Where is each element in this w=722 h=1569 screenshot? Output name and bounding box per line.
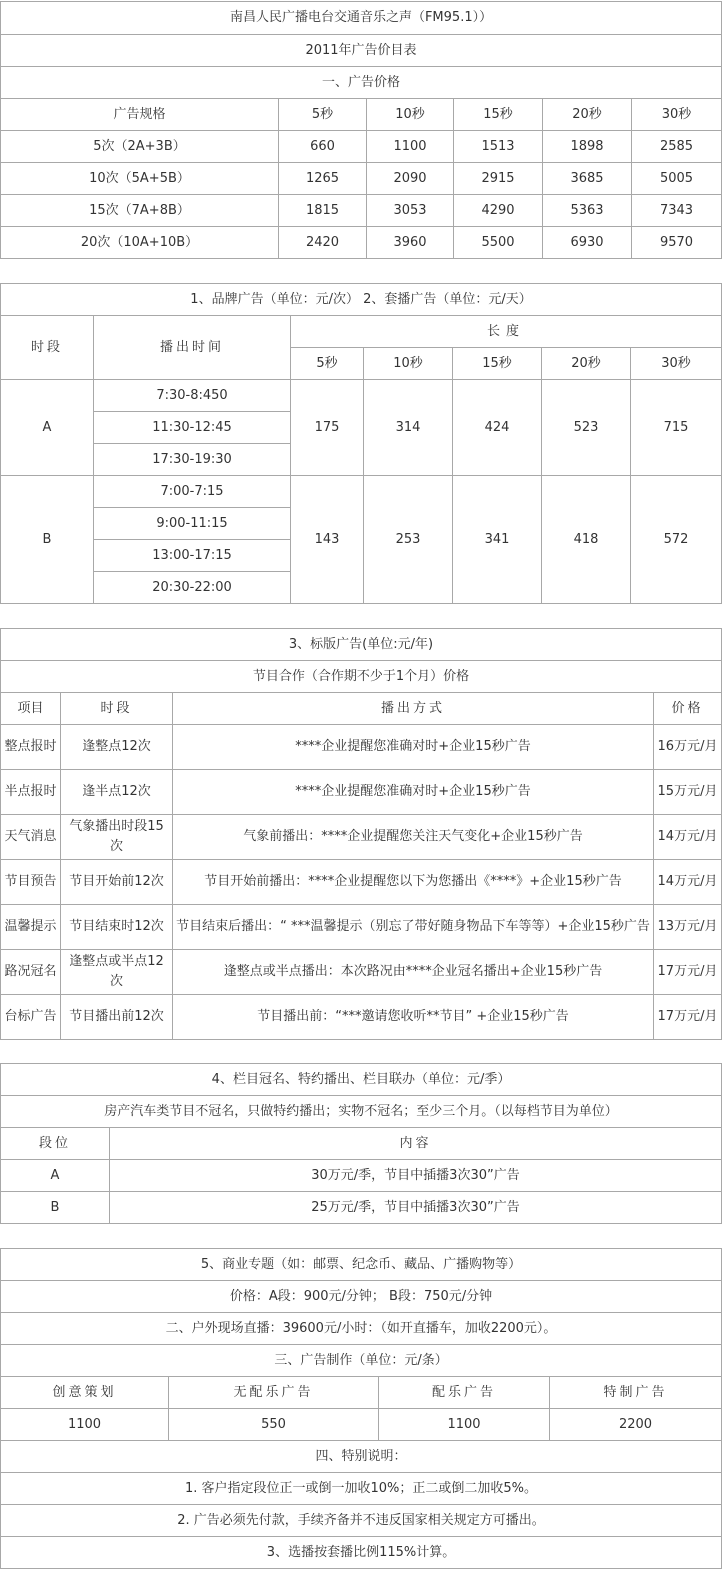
time-cell: 13:00-17:15 [94, 540, 291, 572]
price-table [0, 1, 722, 259]
table-cell: 2420 [279, 227, 367, 259]
header-cell: 20秒 [542, 348, 631, 380]
time-cell: 7:30-8:450 [94, 380, 291, 412]
section-title: 4、栏目冠名、特约播出、栏目联办（单位：元/季） [1, 1064, 722, 1096]
table-cell: 1513 [454, 131, 543, 163]
header-cell: 项目 [1, 693, 61, 725]
table-cell: 5500 [454, 227, 543, 259]
table-cell: 2915 [454, 163, 543, 195]
time-cell: 11:30-12:45 [94, 412, 291, 444]
header-cell: 15秒 [454, 99, 543, 131]
table-cell: 1265 [279, 163, 367, 195]
header-cell: 无配乐广告 [169, 1377, 379, 1409]
header-cell: 10秒 [364, 348, 453, 380]
program-coop-table [0, 628, 722, 1040]
table-cell: 1100 [1, 1409, 169, 1441]
table-row [1, 905, 722, 950]
table-row [1, 860, 722, 905]
table-cell: 3960 [367, 227, 454, 259]
table-row [1, 995, 722, 1040]
section-title: 5、商业专题（如：邮票、纪念币、藏品、广播购物等） [1, 1249, 722, 1281]
table-cell: 台标广告 [1, 995, 61, 1040]
table-cell: 17万元/月 [654, 995, 722, 1040]
table-cell: 2090 [367, 163, 454, 195]
page-title: 南昌人民广播电台交通音乐之声（FM95.1）） [1, 2, 722, 35]
time-cell: 17:30-19:30 [94, 444, 291, 476]
price-cell: 253 [364, 476, 453, 604]
table-row [1, 815, 722, 860]
header-cell: 时段 [61, 693, 173, 725]
header-cell: 30秒 [632, 99, 722, 131]
outdoor-live: 二、户外现场直播：39600元/小时：（如开直播车，加收2200元）。 [1, 1313, 722, 1345]
table-cell: 3053 [367, 195, 454, 227]
note-item: 2. 广告必须先付款，手续齐备并不违反国家相关规定方可播出。 [1, 1505, 722, 1537]
header-cell: 播出方式 [173, 693, 654, 725]
table-cell: 1100 [367, 131, 454, 163]
brand-ad-table [0, 283, 722, 604]
header-cell: 15秒 [453, 348, 542, 380]
price-cell: 572 [631, 476, 722, 604]
table-cell: 节目开始前12次 [61, 860, 173, 905]
table-cell: 逢整点或半点12次 [61, 950, 173, 995]
table-cell: 气象前播出：****企业提醒您关注天气变化+企业15秒广告 [173, 815, 654, 860]
table-cell: 5次（2A+3B） [1, 131, 279, 163]
table-cell: 节目结束时12次 [61, 905, 173, 950]
header-cell: 特制广告 [550, 1377, 722, 1409]
section-subtitle: 节目合作（合作期不少于1个月）价格 [1, 661, 722, 693]
table-cell: 温馨提示 [1, 905, 61, 950]
price-cell: 314 [364, 380, 453, 476]
header-cell: 长度 [291, 316, 722, 348]
special-price: 价格：A段：900元/分钟； B段：750元/分钟 [1, 1281, 722, 1313]
table-cell: 节目结束后播出：“ ***温馨提示（别忘了带好随身物品下车等等）+企业15秒广告 [173, 905, 654, 950]
header-cell: 段位 [1, 1128, 110, 1160]
time-cell: 9:00-11:15 [94, 508, 291, 540]
header-cell: 播出时间 [94, 316, 291, 380]
table-cell: 气象播出时段15次 [61, 815, 173, 860]
table-cell: A [1, 1160, 110, 1192]
header-cell: 配乐广告 [379, 1377, 550, 1409]
page-subtitle: 2011年广告价目表 [1, 35, 722, 67]
section-title: 三、广告制作（单位：元/条） [1, 1345, 722, 1377]
table-cell: 3685 [543, 163, 632, 195]
time-cell: 7:00-7:15 [94, 476, 291, 508]
table-cell: 节目预告 [1, 860, 61, 905]
header-cell: 5秒 [291, 348, 364, 380]
price-cell: 424 [453, 380, 542, 476]
table-row [1, 476, 722, 508]
table-cell: 9570 [632, 227, 722, 259]
price-cell: 418 [542, 476, 631, 604]
header-cell: 价格 [654, 693, 722, 725]
table-cell: 660 [279, 131, 367, 163]
header-cell: 30秒 [631, 348, 722, 380]
table-cell: ****企业提醒您准确对时+企业15秒广告 [173, 725, 654, 770]
table-cell: 14万元/月 [654, 815, 722, 860]
table-cell: 1100 [379, 1409, 550, 1441]
section-title: 1、品牌广告（单位：元/次） 2、套播广告（单位：元/天） [1, 284, 722, 316]
table-row [1, 380, 722, 412]
section-title: 一、广告价格 [1, 67, 722, 99]
table-cell: ****企业提醒您准确对时+企业15秒广告 [173, 770, 654, 815]
table-row [1, 1160, 722, 1192]
table-cell: 1815 [279, 195, 367, 227]
table-row [1, 227, 722, 259]
misc-table [0, 1248, 722, 1569]
time-cell: 20:30-22:00 [94, 572, 291, 604]
table-row [1, 1192, 722, 1224]
price-cell: 175 [291, 380, 364, 476]
table-row [1, 195, 722, 227]
table-cell: 天气消息 [1, 815, 61, 860]
table-row [1, 770, 722, 815]
table-cell: 25万元/季，节目中插播3次30”广告 [110, 1192, 722, 1224]
segment-cell: B [1, 476, 94, 604]
table-cell: 16万元/月 [654, 725, 722, 770]
table-cell: 节目播出前12次 [61, 995, 173, 1040]
table-cell: 20次（10A+10B） [1, 227, 279, 259]
header-cell: 10秒 [367, 99, 454, 131]
segment-cell: A [1, 380, 94, 476]
table-cell: 2200 [550, 1409, 722, 1441]
note-item: 3、选播按套播比例115%计算。 [1, 1537, 722, 1569]
header-cell: 5秒 [279, 99, 367, 131]
table-row [1, 725, 722, 770]
header-cell: 创意策划 [1, 1377, 169, 1409]
price-cell: 715 [631, 380, 722, 476]
table-row [1, 131, 722, 163]
column-sponsor-table [0, 1063, 722, 1224]
header-cell: 时段 [1, 316, 94, 380]
table-cell: 路况冠名 [1, 950, 61, 995]
section-note: 房产汽车类节目不冠名，只做特约播出；实物不冠名；至少三个月。（以每档节目为单位） [1, 1096, 722, 1128]
table-cell: 7343 [632, 195, 722, 227]
header-cell: 20秒 [543, 99, 632, 131]
price-cell: 341 [453, 476, 542, 604]
table-cell: 15万元/月 [654, 770, 722, 815]
table-row [1, 1409, 722, 1441]
table-cell: 5005 [632, 163, 722, 195]
table-cell: 节目播出前：“***邀请您收听**节目” +企业15秒广告 [173, 995, 654, 1040]
table-cell: 14万元/月 [654, 860, 722, 905]
table-cell: B [1, 1192, 110, 1224]
table-row [1, 163, 722, 195]
table-row [1, 950, 722, 995]
table-cell: 整点报时 [1, 725, 61, 770]
table-cell: 30万元/季，节目中插播3次30”广告 [110, 1160, 722, 1192]
table-cell: 10次（5A+5B） [1, 163, 279, 195]
table-cell: 2585 [632, 131, 722, 163]
table-cell: 1898 [543, 131, 632, 163]
table-cell: 逢半点12次 [61, 770, 173, 815]
price-cell: 523 [542, 380, 631, 476]
table-cell: 4290 [454, 195, 543, 227]
table-cell: 6930 [543, 227, 632, 259]
section-title: 3、标版广告(单位:元/年) [1, 629, 722, 661]
table-cell: 逢整点12次 [61, 725, 173, 770]
table-header-row [1, 99, 722, 131]
table-cell: 半点报时 [1, 770, 61, 815]
table-cell: 13万元/月 [654, 905, 722, 950]
table-cell: 17万元/月 [654, 950, 722, 995]
price-cell: 143 [291, 476, 364, 604]
table-cell: 5363 [543, 195, 632, 227]
table-cell: 节目开始前播出：****企业提醒您以下为您播出《****》+企业15秒广告 [173, 860, 654, 905]
table-cell: 逢整点或半点播出：本次路况由****企业冠名播出+企业15秒广告 [173, 950, 654, 995]
table-cell: 15次（7A+8B） [1, 195, 279, 227]
header-cell: 内容 [110, 1128, 722, 1160]
table-cell: 550 [169, 1409, 379, 1441]
note-item: 1. 客户指定段位正一或倒一加收10%；正二或倒二加收5%。 [1, 1473, 722, 1505]
header-cell: 广告规格 [1, 99, 279, 131]
section-title: 四、特别说明： [1, 1441, 722, 1473]
